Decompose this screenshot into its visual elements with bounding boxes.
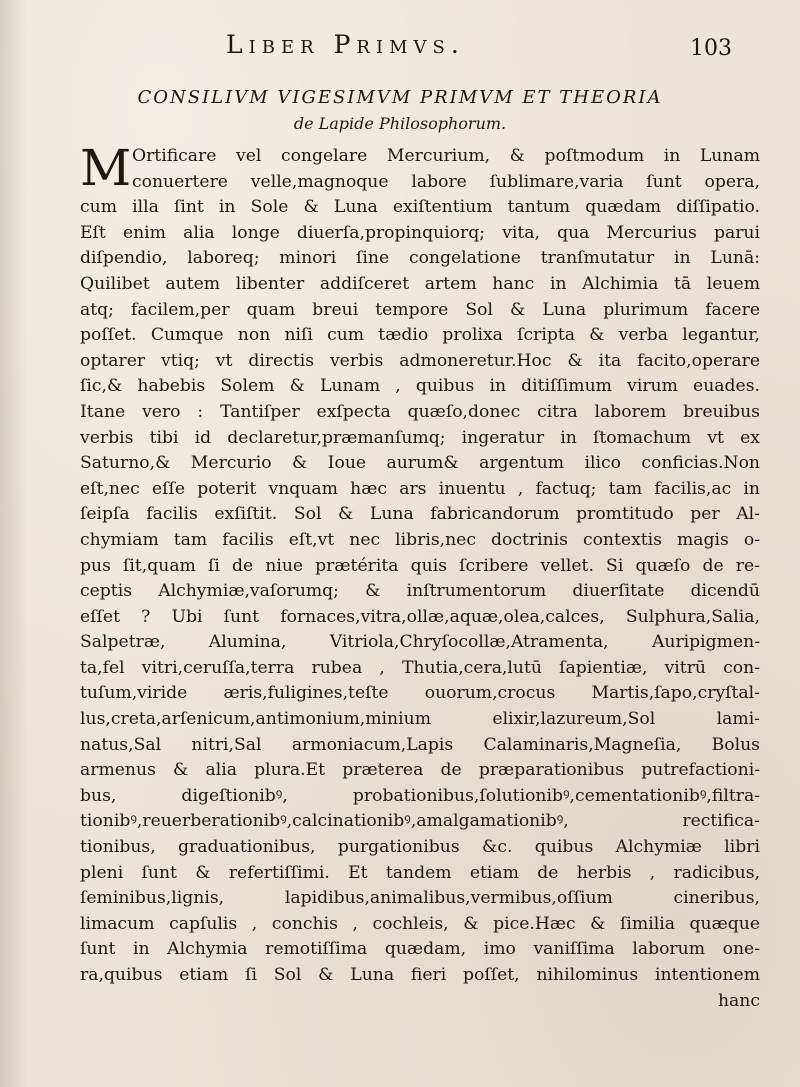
text-line: bus, digeſtionibꝰ, probationibus,ſolutionibꝰ,cementationibꝰ,filtra- xyxy=(80,785,760,806)
text-line: ta,fel vitri,ceruſſa,terra rubea , Thutia,cera,lutū ſapientiæ, vitrū con- xyxy=(80,657,760,678)
text-line: conuertere velle,magnoque labore ſublimare,varia ſunt opera, xyxy=(132,171,760,192)
text-line: atq; facilem,per quam breui tempore Sol & Luna plurimum facere xyxy=(80,299,760,320)
text-line: Saturno,& Mercurio & Ioue aurum& argentum ilico conficias.Non xyxy=(80,453,760,474)
text-line: eſſet ? Ubi ſunt fornaces,vitra,ollæ,aquæ,olea,calces, Sulphura,Salia, xyxy=(80,606,760,627)
text-line: lus,creta,arſenicum,antimonium,minium elixir,lazureum,Sol lami- xyxy=(80,709,760,730)
text-line: natus,Sal nitri,Sal armoniacum,Lapis Calaminaris,Magneſia, Bolus xyxy=(80,734,760,755)
body-text xyxy=(80,139,760,1014)
text-line: optarer vtiq; vt directis verbis admoneretur.Hoc & ita facito,operare xyxy=(80,350,760,371)
text-line: Salpetræ, Alumina, Vitriola,Chryſocollæ,Atramenta, Auripigmen- xyxy=(80,632,760,653)
chapter-subtitle: de Lapide Philosophorum. xyxy=(293,114,507,133)
text-line: diſpendio, laboreq; minori ſine congelatione tranſmutatur in Lunā: xyxy=(80,248,760,269)
text-line: tionibus, graduationibus, purgationibus &c. quibus Alchymiæ libri xyxy=(80,837,760,858)
text-line: armenus & alia plura.Et præterea de præparationibus putrefactioni- xyxy=(80,760,760,781)
page-number: 103 xyxy=(690,36,732,61)
text-line: ceptis Alchymiæ,vaſorumq; & inſtrumentorum diuerſitate dicendū xyxy=(80,581,760,602)
text-line: Itane vero : Tantiſper exſpecta quæſo,donec citra laborem breuibus xyxy=(80,401,760,422)
opening-paragraph xyxy=(80,139,760,197)
running-head xyxy=(226,30,626,59)
text-line: ſeminibus,lignis, lapidibus,animalibus,vermibus,oſſium cineribus, xyxy=(80,888,760,909)
text-line: pus ſit,quam ſi de niue prætérita quis ſcribere vellet. Si quæſo de re- xyxy=(80,555,760,576)
text-line: cum illa ſint in Sole & Luna exiſtentium tantum quædam diſſipatio. xyxy=(80,197,760,218)
text-line: ſunt in Alchymia remotiſſima quædam, imo vaniſſima laborum one- xyxy=(80,939,760,960)
text-line: Ortificare vel congelare Mercurium, & poſtmodum in Lunam xyxy=(132,146,760,166)
text-line: tionibꝰ,reuerberationibꝰ,calcinationibꝰ,amalgamationibꝰ, rectifica- xyxy=(80,811,760,832)
text-line: chymiam tam facilis eſt,vt nec libris,nec doctrinis contextis magis o- xyxy=(80,529,760,550)
running-head-title: Liber Primvs. xyxy=(226,30,465,59)
catchword: hanc xyxy=(717,990,760,1011)
text-line: ra,quibus etiam ſi Sol & Luna fieri poſſet, nihilominus intentionem xyxy=(80,965,760,985)
text-line: pleni ſunt & refertiſſimi. Et tandem etiam de herbis , radicibus, xyxy=(80,862,760,883)
text-line: Eſt enim alia longe diuerſa,propinquiorq; vita, qua Mercurius parui xyxy=(80,222,760,243)
text-line: ſic,& habebis Solem & Lunam , quibus in ditiſſimum virum euades. xyxy=(80,376,760,397)
text-line: limacum capſulis , conchis , cochleis, & pice.Hæc & ſimilia quæque xyxy=(80,913,760,934)
text-line: verbis tibi id declaretur,præmanſumq; ingeratur in ſtomachum vt ex xyxy=(80,427,760,448)
text-line: eſt,nec eſſe poterit vnquam hæc ars inuentu , factuq; tam facilis,ac in xyxy=(80,478,760,499)
text-line: tuſum,viride æris,fuligines,teſte ouorum,crocus Martis,ſapo,cryſtal- xyxy=(80,683,760,704)
text-line: Quilibet autem libenter addiſceret artem hanc in Alchimia tā leuem xyxy=(80,273,760,294)
text-line: ſeipſa facilis exſiſtit. Sol & Luna fabricandorum promtitudo per Al- xyxy=(80,504,760,525)
drop-cap-initial: M xyxy=(80,139,132,197)
page-gutter-shadow xyxy=(0,0,28,1087)
text-line: poſſet. Cumque non niſi cum tædio prolixa ſcripta & verba legantur, xyxy=(80,325,760,346)
chapter-title: CONSILIVM VIGESIMVM PRIMVM ET THEORIA xyxy=(137,87,663,108)
